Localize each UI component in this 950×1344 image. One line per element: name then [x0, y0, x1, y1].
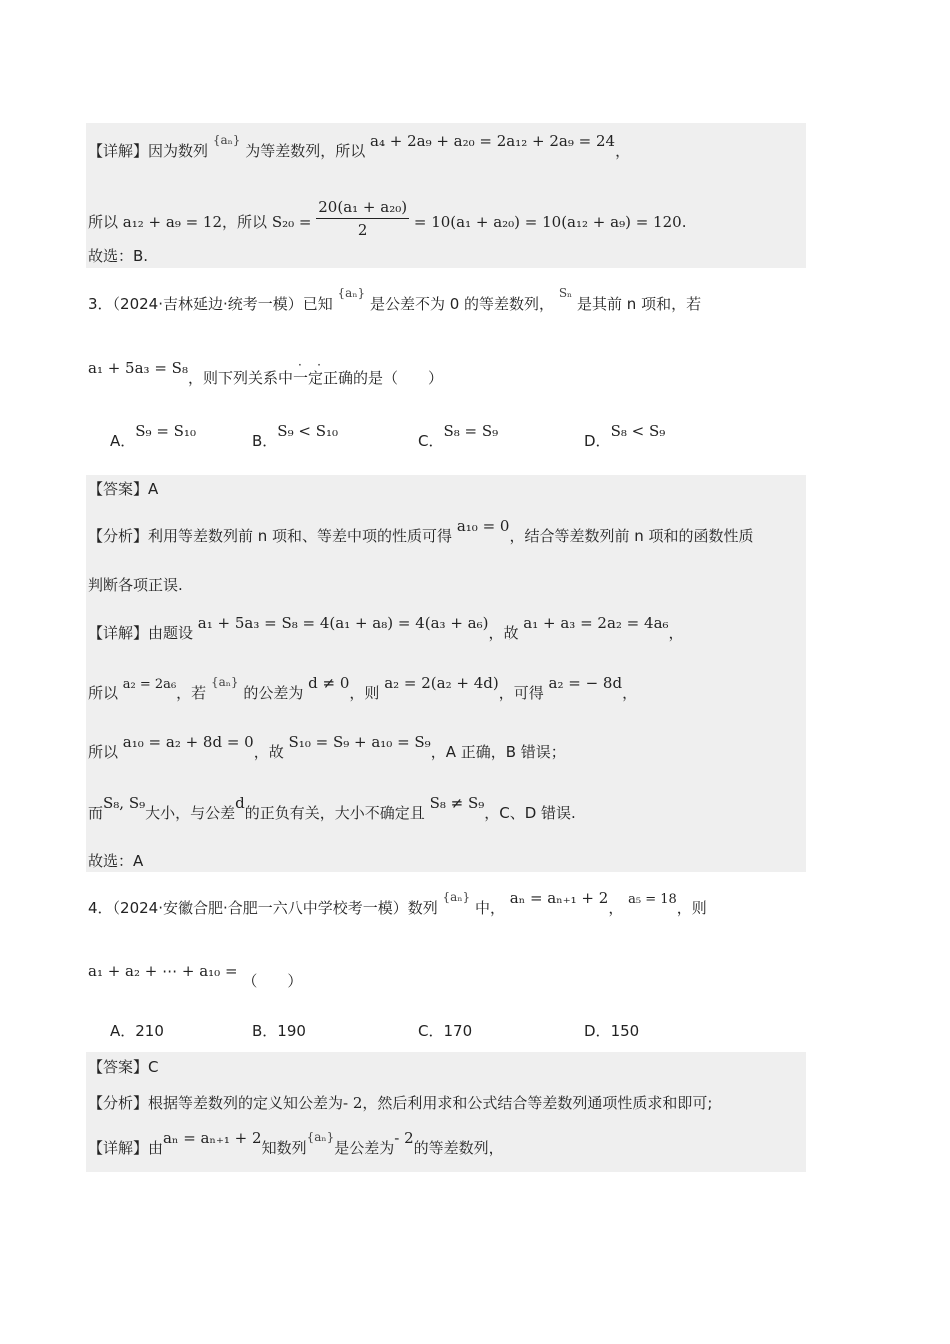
equation: d ≠ 0 — [308, 674, 350, 692]
detail-tag: 【详解】 — [88, 142, 149, 160]
equation: aₙ = aₙ₊₁ + 2 — [509, 889, 609, 907]
option-d[interactable]: D．S₈ < S₉ — [584, 422, 666, 450]
equation: a₄ + 2a₉ + a₂₀ = 2a₁₂ + 2a₉ = 24 — [370, 132, 616, 150]
equation: a₅ = 18 — [628, 892, 677, 907]
analysis-line: 【分析】根据等差数列的定义知公差为- 2，然后利用求和公式结合等差数列通项性质求和即可; — [88, 1094, 713, 1112]
detail-line-5: 所以 a₁₀ = a₂ + 8d = 0，故 S₁₀ = S₉ + a₁₀ = S₉，A 正确，B 错误； — [88, 733, 566, 761]
question-3-stem: 3．（2024·吉林延边·统考一模）已知 {aₙ} 是公差不为 0 的等差数列， Sₙ 是其前 n 项和，若 — [88, 293, 701, 316]
equation: a₁ + a₃ = 2a₂ = 4a₆ — [523, 614, 669, 632]
question-3-condition: a₁ + 5a₃ = S₈，则下列关系中一定正确的是（ ） — [88, 359, 443, 387]
sequence-symbol: {aₙ} — [210, 675, 239, 689]
analysis-line-2: 判断各项正误. — [88, 576, 183, 594]
equation: a₂ = 2a₆ — [122, 677, 177, 692]
sum-symbol: Sₙ — [558, 286, 573, 300]
detail-line-7: 【详解】由aₙ = aₙ₊₁ + 2知数列{aₙ}是公差为- 2的等差数列， — [88, 1137, 504, 1160]
sequence-symbol: {aₙ} — [212, 133, 241, 147]
sequence-symbol: {aₙ} — [306, 1130, 335, 1144]
equation: a₂ = 2(a₂ + 4d) — [384, 674, 499, 692]
equation: S₈ ≠ S₉ — [429, 794, 485, 812]
detail-line-4: 所以 a₂ = 2a₆，若 {aₙ} 的公差为 d ≠ 0，则 a₂ = 2(a₂ + 4d)，可得 a₂ = − 8d， — [88, 682, 637, 706]
equation: aₙ = aₙ₊₁ + 2 — [163, 1129, 262, 1147]
equation: S₈, S₉ — [103, 794, 146, 812]
analysis-line: 【分析】利用等差数列前 n 项和、等差中项的性质可得 a₁₀ = 0，结合等差数列前 n 项和的函数性质 — [88, 517, 754, 545]
option-c[interactable]: C．170 — [418, 1022, 473, 1040]
equation: a₁₀ = 0 — [456, 517, 510, 535]
equation: a₁₀ = a₂ + 8d = 0 — [122, 733, 254, 751]
detail-line-6: 而S₈, S₉大小，与公差d的正负有关，大小不确定且 S₈ ≠ S₉，C、D 错误. — [88, 794, 576, 822]
option-a[interactable]: A．S₉ = S₁₀ — [110, 422, 196, 450]
option-a[interactable]: A．210 — [110, 1022, 164, 1040]
answer-line: 【答案】A — [88, 480, 159, 498]
detail-line-1: 【详解】因为数列 {aₙ} 为等差数列，所以 a₄ + 2a₉ + a₂₀ = 2a₁₂ + 2a₉ = 24， — [88, 140, 630, 163]
option-c[interactable]: C．S₈ = S₉ — [418, 422, 499, 450]
fraction: $\frac{\text{20(a₁ + a₂₀)}}{2}$ — [318, 198, 408, 239]
detail-line-3: 【详解】由题设 a₁ + 5a₃ = S₈ = 4(a₁ + a₈) = 4(a₃ + a₆)，故 a₁ + a₃ = 2a₂ = 4a₆， — [88, 614, 684, 642]
answer-line: 【答案】C — [88, 1058, 159, 1076]
equation: S₂₀ = — [271, 213, 312, 231]
equation: a₁₂ + a₉ = 12 — [122, 213, 223, 231]
conclusion-line: 故选：B. — [88, 247, 149, 265]
equation: d — [235, 794, 245, 812]
emphasis-dots: · · — [298, 358, 321, 372]
equation: = 10(a₁ + a₂₀) = 10(a₁₂ + a₉) = 120 — [413, 213, 682, 231]
equation: a₁ + 5a₃ = S₈ — [88, 359, 188, 377]
equation: - 2 — [394, 1129, 414, 1147]
equation: a₂ = − 8d — [548, 674, 623, 692]
sequence-symbol: {aₙ} — [442, 890, 471, 904]
question-4-stem: 4．（2024·安徽合肥·合肥一六八中学校考一模）数列 {aₙ} 中， aₙ = aₙ₊₁ + 2， a₅ = 18，则 — [88, 897, 707, 921]
option-b[interactable]: B．S₉ < S₁₀ — [252, 422, 338, 450]
option-b[interactable]: B．190 — [252, 1022, 306, 1040]
detail-line-2: 所以 a₁₂ + a₉ = 12，所以 S₂₀ = $\frac{\text{20(a₁ + a₂₀)}}{2}$ = 10(a₁ + a₂₀) = 10(a₁₂ + a₉) = 120. — [88, 198, 687, 239]
conclusion-line: 故选：A — [88, 852, 144, 870]
sequence-symbol: {aₙ} — [337, 286, 366, 300]
question-4-expression: a₁ + a₂ + ⋯ + a₁₀ = （ ） — [88, 962, 303, 990]
option-d[interactable]: D．150 — [584, 1022, 640, 1040]
equation: - 2 — [343, 1094, 363, 1112]
equation: S₁₀ = S₉ + a₁₀ = S₉ — [288, 733, 431, 751]
equation: a₁ + a₂ + ⋯ + a₁₀ = — [88, 962, 238, 980]
equation: a₁ + 5a₃ = S₈ = 4(a₁ + a₈) = 4(a₃ + a₆) — [197, 614, 489, 632]
